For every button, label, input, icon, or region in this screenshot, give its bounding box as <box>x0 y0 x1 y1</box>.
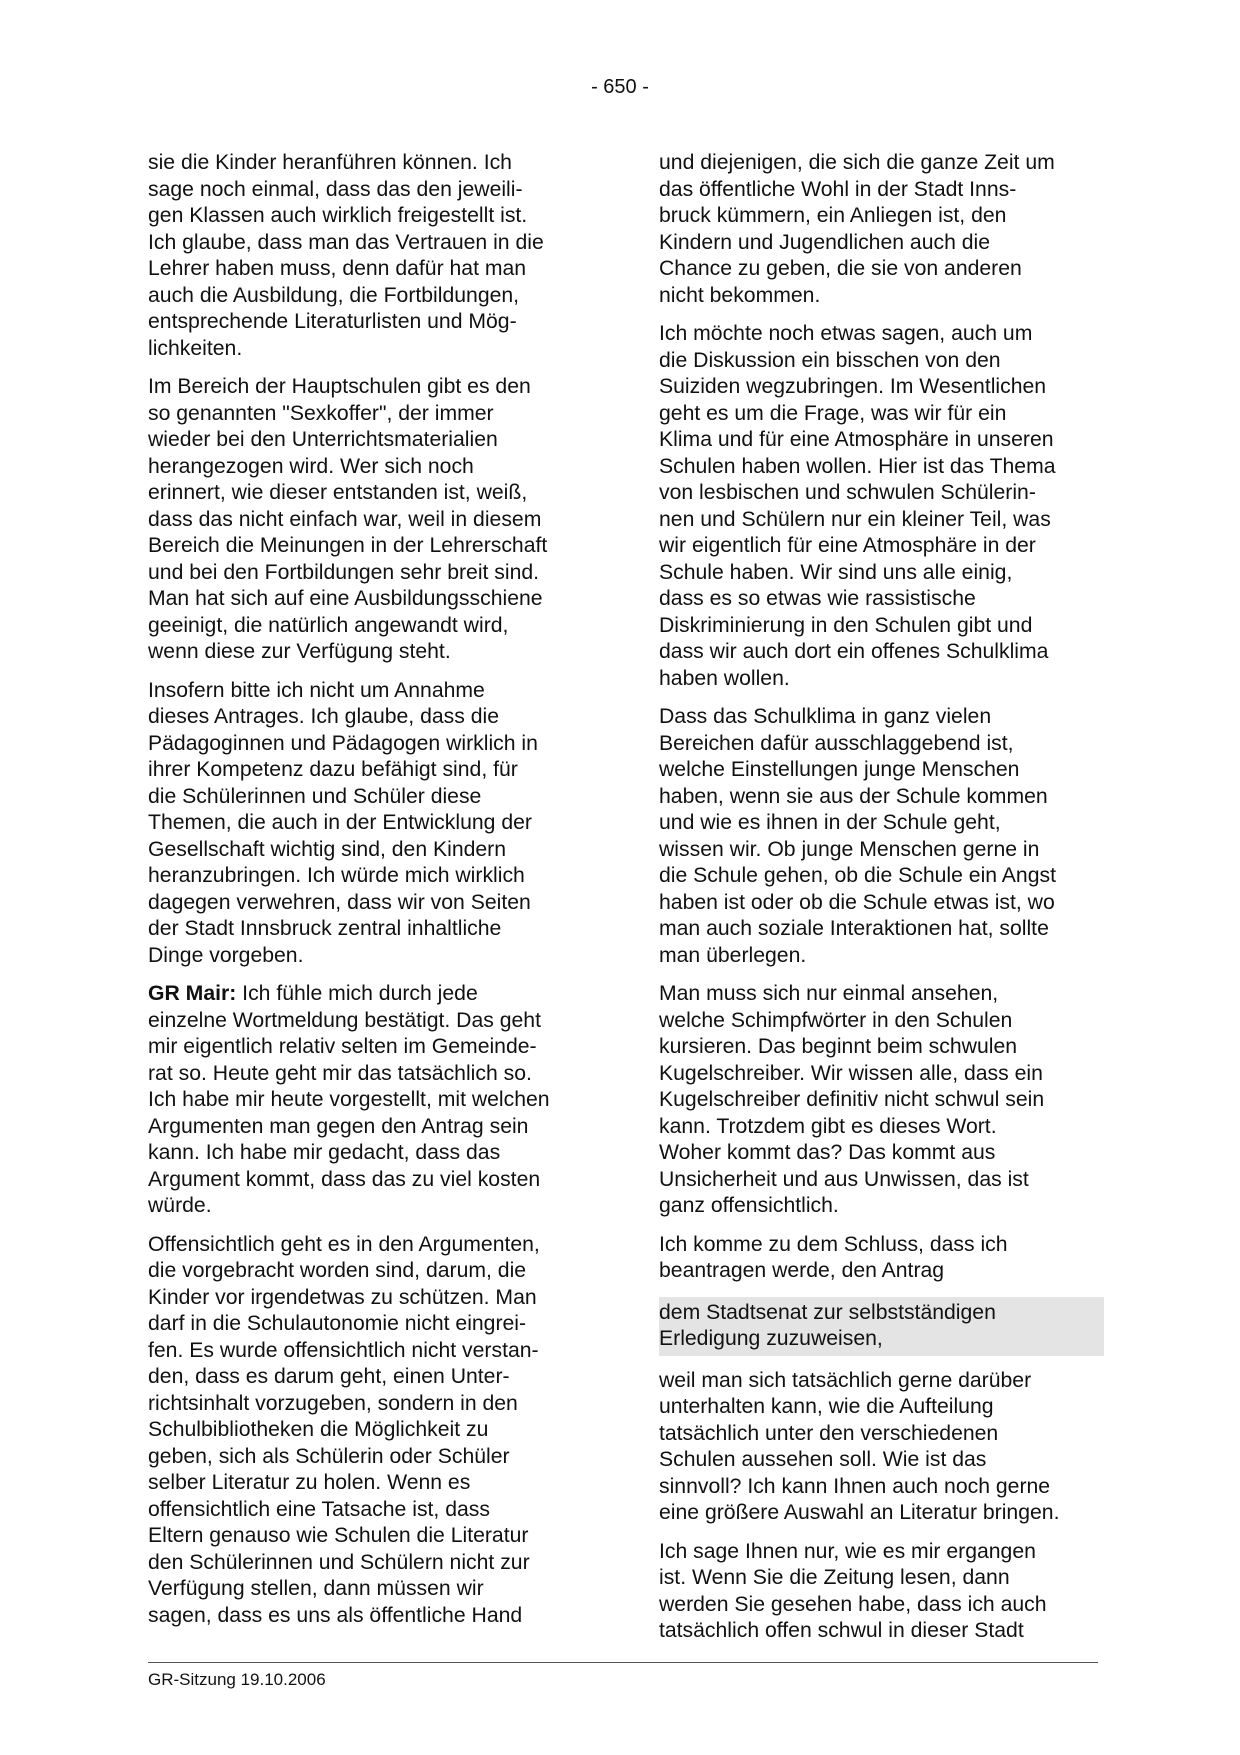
text-line <box>148 981 598 1008</box>
paragraph <box>659 150 1109 309</box>
text-line: sage noch einmal, dass das den jeweili- <box>148 177 523 201</box>
text-line: einzelne Wortmeldung bestätigt. Das geht <box>148 1008 541 1032</box>
text-line: haben wollen. <box>659 666 790 690</box>
text-line: nen und Schülern nur ein kleiner Teil, was <box>659 507 1051 531</box>
text-line: tatsächlich offen schwul in dieser Stadt <box>659 1619 1024 1642</box>
text-line: geeinigt, die natürlich angewandt wird, <box>148 613 509 637</box>
text-line: und diejenigen, die sich die ganze Zeit um <box>659 151 1055 174</box>
text-line: fen. Es wurde offensichtlich nicht verstan- <box>148 1338 539 1362</box>
text-line: wissen wir. Ob junge Menschen gerne in <box>659 837 1040 861</box>
text-line: die Schülerinnen und Schüler diese <box>148 784 482 808</box>
text-line: ist. Wenn Sie die Zeitung lesen, dann <box>659 1566 1010 1589</box>
text-line: Kindern und Jugendlichen auch die <box>659 230 991 254</box>
text-line: man überlegen. <box>659 943 807 967</box>
text-line: Dass das Schulklima in ganz vielen <box>659 705 992 728</box>
paragraph <box>148 981 598 1220</box>
right-column <box>659 150 1109 1657</box>
text-line: eine größere Auswahl an Literatur bringen. <box>659 1501 1060 1524</box>
text-line: Unsicherheit und aus Unwissen, das ist <box>659 1167 1029 1191</box>
text-line: ihrer Kompetenz dazu befähigt sind, für <box>148 758 518 781</box>
paragraph <box>148 374 598 666</box>
text-line: richtsinhalt vorzugeben, sondern in den <box>148 1391 518 1415</box>
text-line: bruck kümmern, ein Anliegen ist, den <box>659 204 1007 227</box>
paragraph <box>659 981 1109 1220</box>
text-line: Diskriminierung in den Schulen gibt und <box>659 613 1033 637</box>
text-line: dass es so etwas wie rassistische <box>659 587 976 610</box>
paragraph <box>659 1232 1109 1285</box>
text-line: kann. Trotzdem gibt es dieses Wort. <box>659 1114 997 1138</box>
text-line: die vorgebracht worden sind, darum, die <box>148 1259 527 1282</box>
text-line: Kugelschreiber definitiv nicht schwul sein <box>659 1088 1045 1111</box>
text-line: geben, sich als Schülerin oder Schüler <box>148 1444 510 1468</box>
text-line: selber Literatur zu holen. Wenn es <box>148 1471 471 1494</box>
text-line: Kinder vor irgendetwas zu schützen. Man <box>148 1285 537 1309</box>
text-line: haben, wenn sie aus der Schule kommen <box>659 784 1048 808</box>
text-line: die Schule gehen, ob die Schule ein Angst <box>659 864 1056 887</box>
text-line: dieses Antrages. Ich glaube, dass die <box>148 705 500 728</box>
text-line: wieder bei den Unterrichtsmaterialien <box>148 428 498 451</box>
footer-session-date: GR-Sitzung 19.10.2006 <box>148 1670 326 1689</box>
text-line: dem Stadtsenat zur selbstständigen <box>659 1300 996 1324</box>
paragraph <box>659 1368 1109 1527</box>
text-line: so genannten "Sexkoffer", der immer <box>148 401 494 425</box>
text-line: rat so. Heute geht mir das tatsächlich so. <box>148 1061 532 1085</box>
text-line: offensichtlich eine Tatsache ist, dass <box>148 1497 490 1521</box>
left-column <box>148 150 598 1641</box>
text-line: Klima und für eine Atmosphäre in unseren <box>659 428 1054 451</box>
paragraph <box>659 704 1109 969</box>
text-line: nicht bekommen. <box>659 283 821 307</box>
text-line: dass wir auch dort ein offenes Schulklima <box>659 640 1049 663</box>
text-line: weil man sich tatsächlich gerne darüber <box>659 1368 1032 1392</box>
motion-highlight <box>659 1297 1104 1356</box>
text-line: Ich möchte noch etwas sagen, auch um <box>659 322 1033 345</box>
text-line: sinnvoll? Ich kann Ihnen auch noch gerne <box>659 1474 1051 1498</box>
text-line: sagen, dass es uns als öffentliche Hand <box>148 1603 523 1627</box>
text-line: man auch soziale Interaktionen hat, sollte <box>659 917 1049 940</box>
speaker-line-rest: Ich fühle mich durch jede <box>236 982 478 1005</box>
text-line: Schulbibliotheken die Möglichkeit zu <box>148 1418 489 1441</box>
text-line: Woher kommt das? Das kommt aus <box>659 1141 996 1164</box>
text-line: die Diskussion ein bisschen von den <box>659 348 1001 372</box>
text-line: erinnert, wie dieser entstanden ist, weiß, <box>148 481 528 504</box>
text-line: und wie es ihnen in der Schule geht, <box>659 811 1001 834</box>
text-line: beantragen werde, den Antrag <box>659 1259 945 1282</box>
text-line: mir eigentlich relativ selten im Gemeinde- <box>148 1035 537 1058</box>
text-line: tatsächlich unter den verschiedenen <box>659 1421 999 1445</box>
text-line: Eltern genauso wie Schulen die Literatur <box>148 1524 529 1547</box>
text-line: den, dass es darum geht, einen Unter- <box>148 1365 510 1388</box>
text-line: Schulen haben wollen. Hier ist das Thema <box>659 454 1056 478</box>
text-line: wenn diese zur Verfügung steht. <box>148 640 451 663</box>
paragraph <box>148 150 598 362</box>
text-line: Bereich die Meinungen in der Lehrerschaft <box>148 534 548 557</box>
text-line: Schulen aussehen soll. Wie ist das <box>659 1448 987 1471</box>
text-line: welche Schimpfwörter in den Schulen <box>659 1008 1013 1032</box>
text-line: werden Sie gesehen habe, dass ich auch <box>659 1592 1047 1616</box>
text-line: lichkeiten. <box>148 336 243 360</box>
text-line: kann. Ich habe mir gedacht, dass das <box>148 1141 501 1164</box>
text-line: Bereichen dafür ausschlaggebend ist, <box>659 731 1014 755</box>
text-line: Ich habe mir heute vorgestellt, mit welchen <box>148 1088 550 1111</box>
text-line: Gesellschaft wichtig sind, den Kindern <box>148 837 507 861</box>
text-line: dass das nicht einfach war, weil in diesem <box>148 507 542 531</box>
text-line: Im Bereich der Hauptschulen gibt es den <box>148 375 531 398</box>
text-line: Chance zu geben, die sie von anderen <box>659 257 1022 280</box>
text-line: auch die Ausbildung, die Fortbildungen, <box>148 283 520 307</box>
text-line: entsprechende Literaturlisten und Mög- <box>148 310 517 333</box>
paragraph <box>659 1539 1109 1645</box>
text-line: Kugelschreiber. Wir wissen alle, dass ein <box>659 1061 1043 1085</box>
text-line: Themen, die auch in der Entwicklung der <box>148 811 532 834</box>
text-line: heranzubringen. Ich würde mich wirklich <box>148 864 525 887</box>
paragraph <box>148 1232 598 1630</box>
text-line: dagegen verwehren, dass wir von Seiten <box>148 890 531 914</box>
page-number: - 650 - <box>591 76 649 98</box>
text-line: gen Klassen auch wirklich freigestellt ist. <box>148 204 528 227</box>
text-line: geht es um die Frage, was wir für ein <box>659 401 1007 425</box>
footer-divider <box>148 1662 1098 1663</box>
text-line: Pädagoginnen und Pädagogen wirklich in <box>148 731 538 755</box>
text-line: Ich sage Ihnen nur, wie es mir ergangen <box>659 1539 1036 1563</box>
text-line: ganz offensichtlich. <box>659 1194 839 1217</box>
text-line: Dinge vorgeben. <box>148 943 304 967</box>
text-line: Verfügung stellen, dann müssen wir <box>148 1577 484 1600</box>
text-line: Suiziden wegzubringen. Im Wesentlichen <box>659 375 1047 398</box>
text-line: Man muss sich nur einmal ansehen, <box>659 982 999 1005</box>
text-line: herangezogen wird. Wer sich noch <box>148 454 474 478</box>
text-line: Insofern bitte ich nicht um Annahme <box>148 678 485 702</box>
text-line: Lehrer haben muss, denn dafür hat man <box>148 257 527 280</box>
text-line: Erledigung zuzuweisen, <box>659 1327 883 1350</box>
text-line: haben ist oder ob die Schule etwas ist, wo <box>659 890 1055 914</box>
text-line: unterhalten kann, wie die Aufteilung <box>659 1395 994 1418</box>
text-line: von lesbischen und schwulen Schülerin- <box>659 481 1036 504</box>
text-line: Man hat sich auf eine Ausbildungsschiene <box>148 587 543 610</box>
text-line: sie die Kinder heranführen können. Ich <box>148 151 512 174</box>
paragraph <box>148 678 598 970</box>
text-line: Argumenten man gegen den Antrag sein <box>148 1114 529 1138</box>
text-line: Ich glaube, dass man das Vertrauen in die <box>148 230 544 254</box>
text-line: welche Einstellungen junge Menschen <box>659 758 1020 781</box>
paragraph <box>659 321 1109 692</box>
text-line: darf in die Schulautonomie nicht eingrei- <box>148 1312 527 1335</box>
text-line: Argument kommt, dass das zu viel kosten <box>148 1167 541 1191</box>
text-line: Schule haben. Wir sind uns alle einig, <box>659 560 1013 584</box>
text-line: der Stadt Innsbruck zentral inhaltliche <box>148 917 502 940</box>
text-line: das öffentliche Wohl in der Stadt Inns- <box>659 177 1017 201</box>
text-line: und bei den Fortbildungen sehr breit sind. <box>148 560 540 584</box>
text-line: Offensichtlich geht es in den Argumenten, <box>148 1232 540 1256</box>
speaker-name: GR Mair: <box>148 982 237 1005</box>
text-line: würde. <box>148 1194 212 1217</box>
text-line: wir eigentlich für eine Atmosphäre in der <box>659 534 1036 557</box>
text-line: kursieren. Das beginnt beim schwulen <box>659 1035 1018 1058</box>
text-line: den Schülerinnen und Schülern nicht zur <box>148 1550 530 1574</box>
text-line: Ich komme zu dem Schluss, dass ich <box>659 1232 1008 1256</box>
